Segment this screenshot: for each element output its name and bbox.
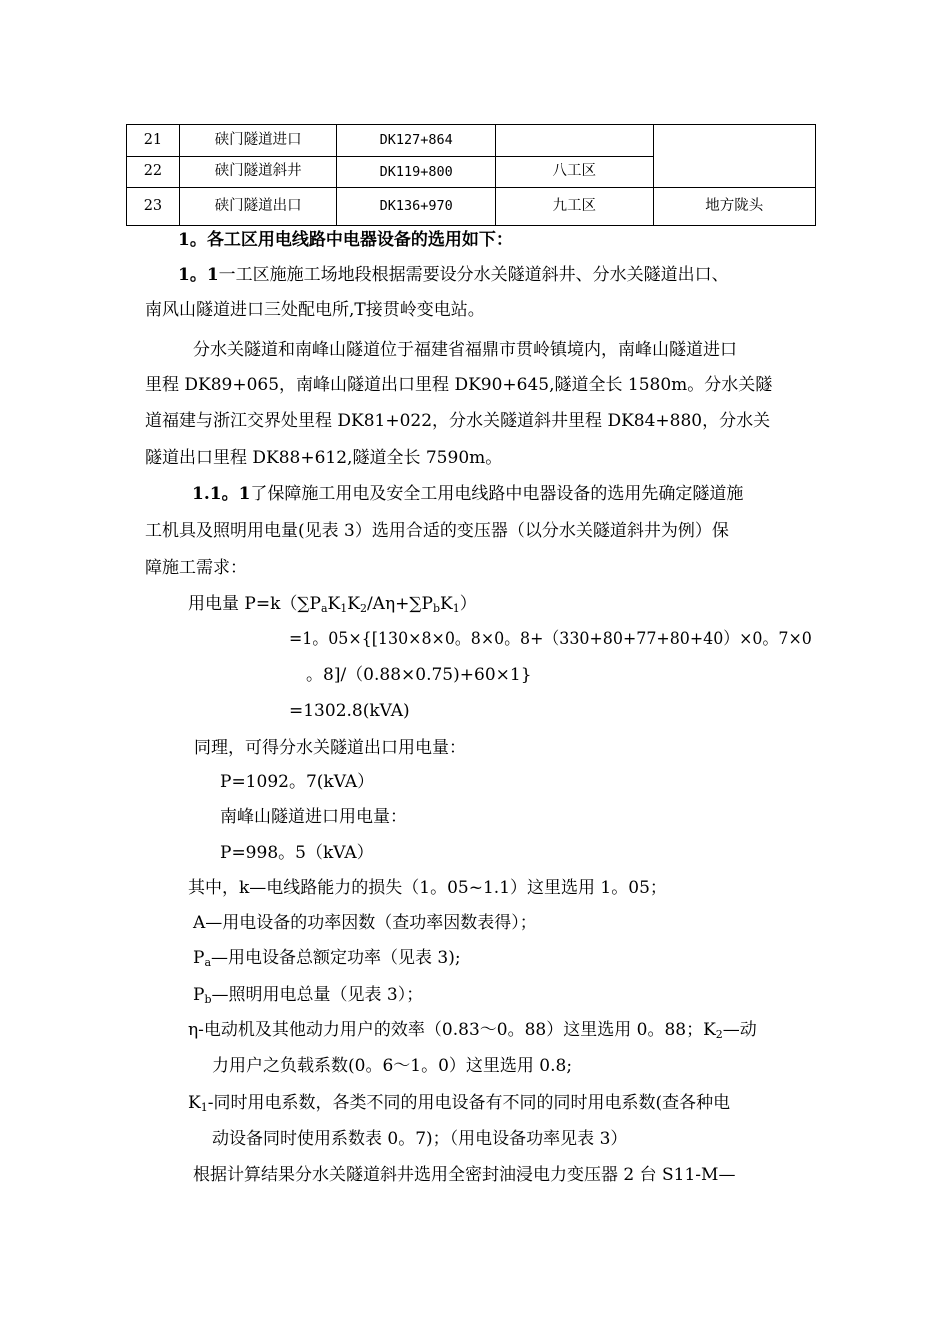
mileage: DK136+970 xyxy=(337,188,496,226)
definition-line xyxy=(188,1020,757,1040)
symbol-subscript: a xyxy=(204,956,212,969)
paragraph-line: 障施工需求： xyxy=(145,558,247,578)
definition-line xyxy=(188,1093,730,1113)
site-name: 硖门隧道斜井 xyxy=(179,157,336,188)
row-number: 23 xyxy=(127,188,180,226)
work-area: 八工区 xyxy=(496,157,653,188)
paragraph-line: 同理，可得分水关隧道出口用电量： xyxy=(194,738,466,758)
work-area: 九工区 xyxy=(496,188,653,226)
section-number: 1。1 xyxy=(178,265,219,285)
table-row xyxy=(127,125,816,157)
formula-subscript: b xyxy=(432,602,440,615)
definition-line: 动设备同时使用系数表 0。7)；（用电设备功率见表 3） xyxy=(212,1129,628,1149)
paragraph-line: 道福建与浙江交界处里程 DK81+022，分水关隧道斜井里程 DK84+880，分水关 xyxy=(145,411,771,431)
table-row xyxy=(127,188,816,226)
formula-subscript: 2 xyxy=(359,602,367,615)
definition-text: η-电动机及其他动力用户的效率（0.83～0。88）这里选用 0。88；K xyxy=(188,1020,716,1040)
symbol-subscript: 2 xyxy=(715,1028,723,1041)
definition-text: -同时用电系数，各类不同的用电设备有不同的同时用电系数(查各种电 xyxy=(207,1093,731,1113)
formula-part: ） xyxy=(459,594,477,614)
row-number: 21 xyxy=(127,125,180,157)
paragraph-line: 南峰山隧道进口用电量： xyxy=(220,807,407,827)
paragraph-line: 隧道出口里程 DK88+612,隧道全长 7590m。 xyxy=(145,448,503,468)
definition-line: 力用户之负载系数(0。6～1。0）这里选用 0.8; xyxy=(212,1056,573,1076)
mileage: DK119+800 xyxy=(337,157,496,188)
section-1-1-line-1 xyxy=(178,265,729,285)
definition-line: 其中，k—电线路能力的损失（1。05~1.1）这里选用 1。05； xyxy=(188,878,667,898)
power-formula xyxy=(188,594,477,614)
formula-part: K xyxy=(327,594,341,614)
section-1-1-1-line-1 xyxy=(192,484,743,504)
definition-text: —动 xyxy=(722,1020,757,1040)
formula-part: /Aη+∑P xyxy=(366,594,433,614)
formula-part: 用电量 P=k（∑P xyxy=(188,594,321,614)
calculation-result: =1302.8(kVA) xyxy=(289,701,410,721)
definition-line: A—用电设备的功率因数（查功率因数表得）； xyxy=(193,913,537,933)
symbol-subscript: b xyxy=(204,993,212,1006)
formula-subscript: 1 xyxy=(452,602,460,615)
symbol: P xyxy=(193,985,205,1005)
section-1-1-line-2: 南风山隧道进口三处配电所,T接贯岭变电站。 xyxy=(145,300,485,320)
paragraph-text: 了保障施工用电及安全工用电线路中电器设备的选用先确定隧道施 xyxy=(250,484,744,504)
section-heading: 1。各工区用电线路中电器设备的选用如下： xyxy=(178,230,513,250)
formula-subscript: 1 xyxy=(340,602,348,615)
conclusion-line: 根据计算结果分水关隧道斜井选用全密封油浸电力变压器 2 台 S11-M— xyxy=(193,1165,736,1185)
symbol: P xyxy=(193,948,205,968)
symbol: K xyxy=(188,1093,201,1113)
power-source xyxy=(653,125,816,188)
work-area xyxy=(496,125,653,157)
paragraph-text: 一工区施施工场地段根据需要设分水关隧道斜井、分水关隧道出口、 xyxy=(218,265,729,285)
calculation-line: =1。05×{[130×8×0。8×0。8+（330+80+77+80+40）×0。7×0 xyxy=(289,629,812,649)
section-number: 1.1。1 xyxy=(192,484,251,504)
paragraph-line: 里程 DK89+065，南峰山隧道出口里程 DK90+645,隧道全长 1580m。分水关隧 xyxy=(145,375,773,395)
symbol-subscript: 1 xyxy=(200,1101,208,1114)
formula-part: K xyxy=(347,594,360,614)
site-name: 硖门隧道进口 xyxy=(179,125,336,157)
work-area-table xyxy=(126,124,816,226)
power-source: 地方陇头 xyxy=(653,188,816,226)
mileage: DK127+864 xyxy=(337,125,496,157)
formula-part: K xyxy=(440,594,453,614)
definition-line xyxy=(193,985,423,1005)
result-value: P=998。5（kVA） xyxy=(220,843,374,863)
row-number: 22 xyxy=(127,157,180,188)
formula-subscript: a xyxy=(320,602,328,615)
definition-text: —照明用电总量（见表 3）； xyxy=(211,985,424,1005)
result-value: P=1092。7(kVA） xyxy=(220,772,375,792)
site-name: 硖门隧道出口 xyxy=(179,188,336,226)
calculation-line: 。8]/（0.88×0.75)+60×1} xyxy=(306,665,532,685)
paragraph-line: 分水关隧道和南峰山隧道位于福建省福鼎市贯岭镇境内，南峰山隧道进口 xyxy=(193,340,737,360)
definition-line xyxy=(193,948,461,968)
definition-text: —用电设备总额定功率（见表 3); xyxy=(211,948,461,968)
paragraph-line: 工机具及照明用电量(见表 3）选用合适的变压器（以分水关隧道斜井为例）保 xyxy=(145,521,729,541)
